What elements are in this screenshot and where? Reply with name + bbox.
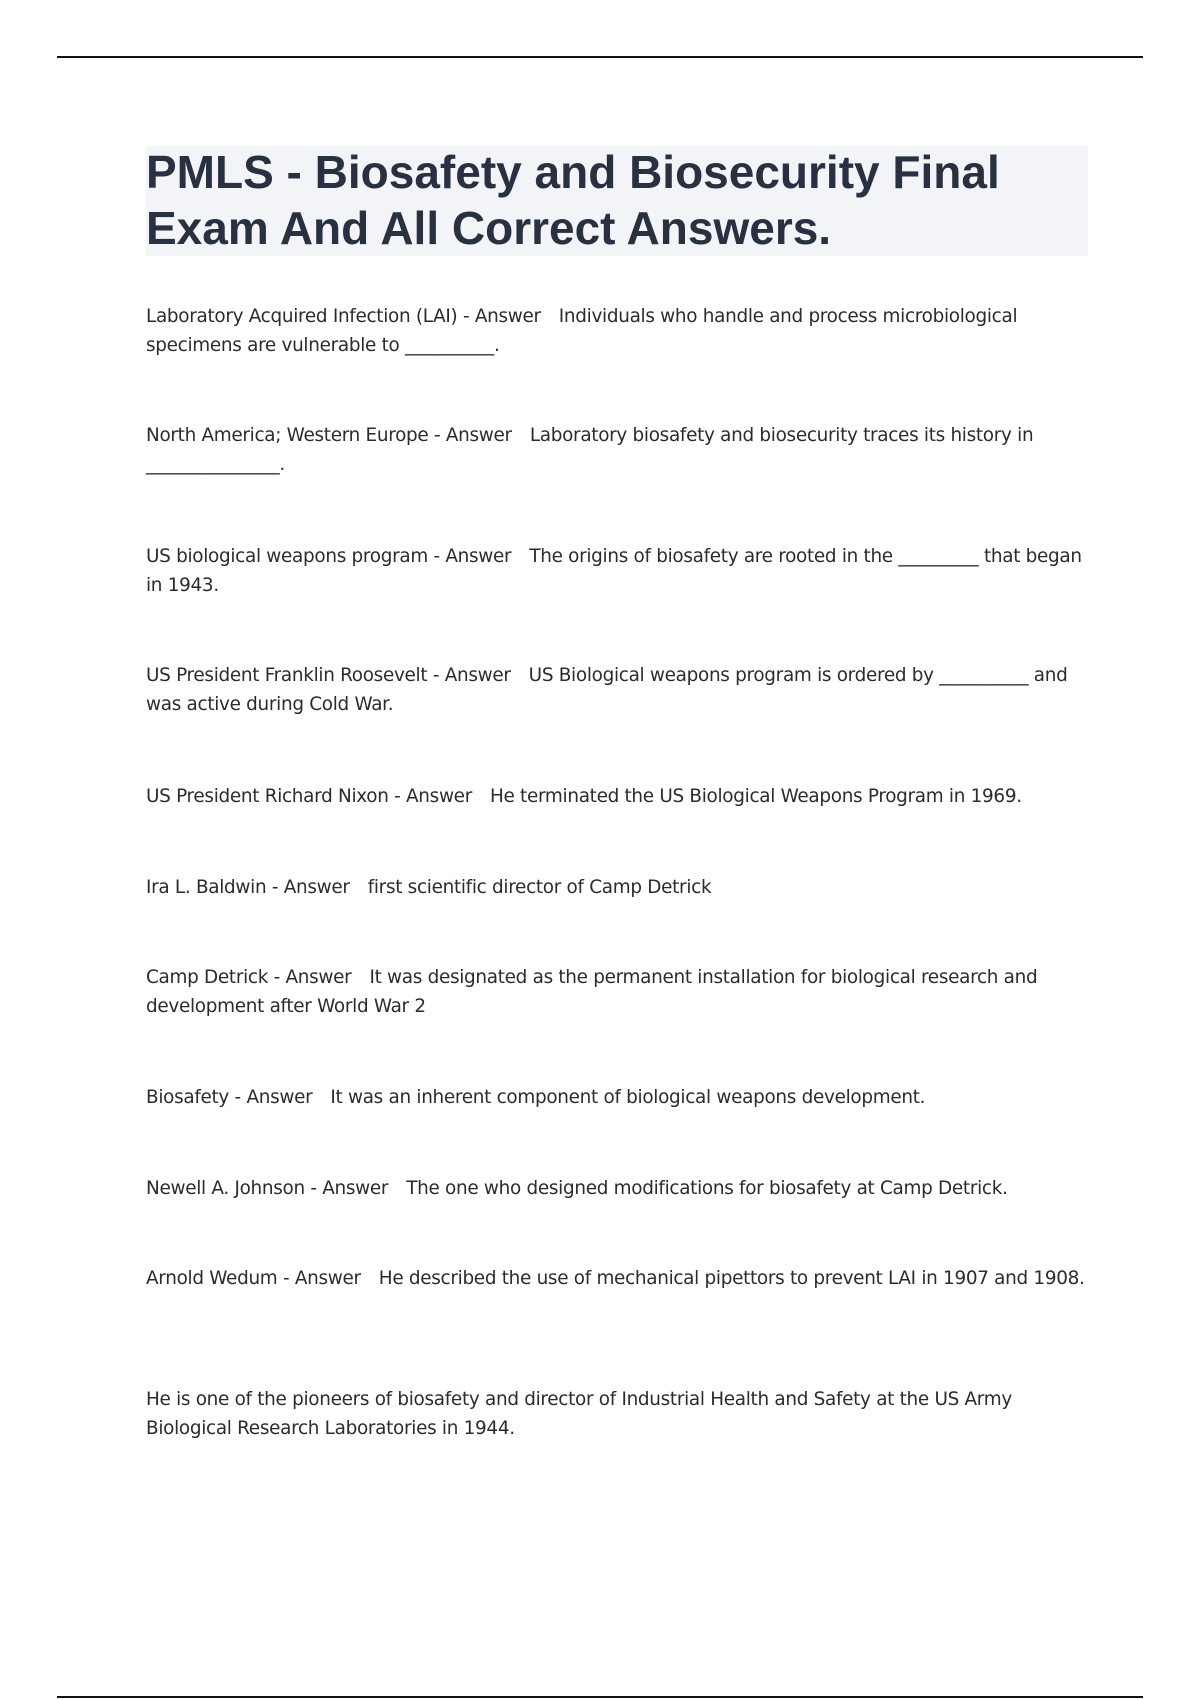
qa-entry [146, 782, 1086, 811]
entry-definition: It was designated as the permanent installation for biological research and development after World War 2 [146, 967, 1038, 1017]
entry-separator: - Answer [268, 967, 352, 988]
qa-entry [146, 542, 1086, 600]
qa-entry [146, 1083, 1086, 1112]
entry-separator: - Answer [304, 1178, 389, 1199]
top-rule [57, 56, 1143, 58]
entry-term: North America; Western Europe [146, 425, 429, 446]
entry-term: Ira L. Baldwin [146, 877, 267, 898]
entry-definition: Individuals who handle and process microbiological specimens are vulnerable to __________. [146, 306, 1018, 356]
qa-entry [146, 661, 1086, 719]
entry-term: Arnold Wedum [146, 1268, 278, 1289]
qa-entry [146, 873, 1086, 902]
entry-definition: first scientific director of Camp Detrick [367, 877, 712, 898]
qa-entry [146, 1264, 1086, 1293]
entry-term: Laboratory Acquired Infection (LAI) [146, 306, 458, 327]
qa-entry [146, 1174, 1086, 1203]
bottom-rule [57, 1696, 1143, 1698]
trailing-paragraph: He is one of the pioneers of biosafety and director of Industrial Health and Safety at the US Army Biological Research Laboratories in 1944. [146, 1389, 1012, 1439]
qa-entry [146, 421, 1086, 479]
qa-entry [146, 963, 1086, 1021]
entry-definition: He described the use of mechanical pipettors to prevent LAI in 1907 and 1908. [378, 1268, 1085, 1289]
entry-term: US biological weapons program [146, 546, 428, 567]
entry-separator: - Answer [277, 1268, 361, 1289]
entry-term: US President Richard Nixon [146, 786, 389, 807]
entry-definition: US Biological weapons program is ordered by __________ and was active during Cold War. [146, 665, 1068, 715]
entry-definition: Laboratory biosafety and biosecurity traces its history in _______________. [146, 425, 1034, 475]
entry-term: US President Franklin Roosevelt [146, 665, 428, 686]
qa-entry [146, 302, 1086, 360]
entry-term: Newell A. Johnson [146, 1178, 305, 1199]
entry-term: Biosafety [146, 1087, 230, 1108]
entry-separator: - Answer [427, 665, 511, 686]
entry-definition: The one who designed modifications for biosafety at Camp Detrick. [406, 1178, 1008, 1199]
entry-separator: - Answer [428, 425, 512, 446]
entry-term: Camp Detrick [146, 967, 269, 988]
entry-separator: - Answer [388, 786, 472, 807]
entry-separator: - Answer [427, 546, 512, 567]
entry-separator: - Answer [457, 306, 541, 327]
entry-definition: The origins of biosafety are rooted in the _________ that began in 1943. [146, 546, 1082, 596]
entry-definition: It was an inherent component of biological weapons development. [330, 1087, 926, 1108]
entry-separator: - Answer [229, 1087, 313, 1108]
document-title: PMLS - Biosafety and Biosecurity Final Exam And All Correct Answers. [146, 146, 1000, 254]
entry-separator: - Answer [266, 877, 350, 898]
entry-definition: He terminated the US Biological Weapons Program in 1969. [489, 786, 1022, 807]
